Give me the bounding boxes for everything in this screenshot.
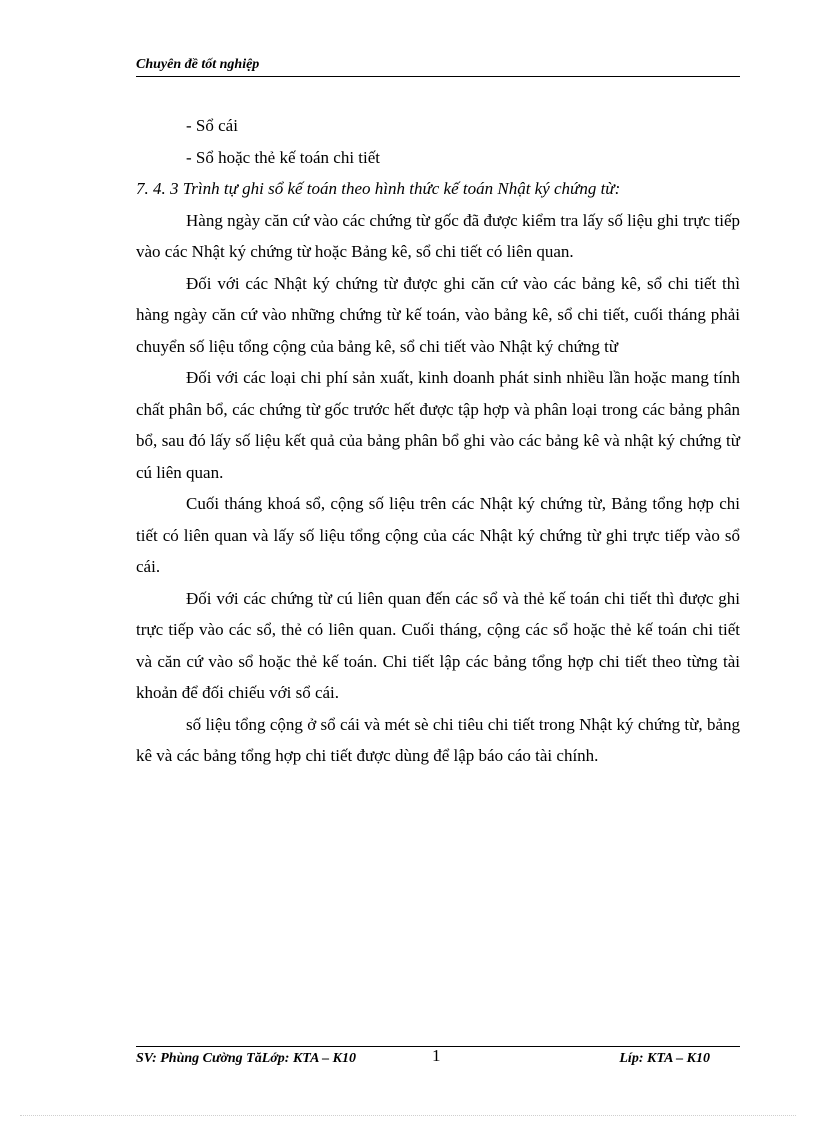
paragraph: Hàng ngày căn cứ vào các chứng từ gốc đã được kiểm tra lấy số liệu ghi trực tiếp vào các Nhật ký chứng từ hoặc Bảng kê, sổ chi tiết có liên quan. bbox=[136, 210, 740, 261]
page-footer bbox=[136, 1046, 740, 1070]
paragraph: Cuối tháng khoá sổ, cộng số liệu trên các Nhật ký chứng từ, Bảng tổng hợp chi tiết có liên quan và lấy số liệu tổng cộng của các Nhật ký chứng từ ghi trực tiếp vào sổ cái. bbox=[136, 494, 740, 576]
paragraph: Đối với các Nhật ký chứng từ được ghi căn cứ vào các bảng kê, sổ chi tiết thì hàng ngày căn cứ vào những chứng từ kế toán, vào bảng kê, sổ chi tiết, cuối tháng phải chuyển số liệu tổng cộng của bảng kê, sổ chi tiết vào Nhật ký chứng từ bbox=[136, 273, 740, 356]
list-item: - Sổ hoặc thẻ kế toán chi tiết bbox=[186, 147, 381, 167]
page-edge-dotted-line bbox=[20, 1115, 796, 1116]
paragraph: số liệu tổng cộng ở sổ cái và mét sè chi tiêu chi tiết trong Nhật ký chứng từ, bảng kê và các bảng tổng hợp chi tiết được dùng để lập báo cáo tài chính. bbox=[136, 714, 740, 765]
section-subheading: 7. 4. 3 Trình tự ghi sổ kế toán theo hình thức kế toán Nhật ký chứng từ: bbox=[136, 179, 621, 198]
page-number: 1 bbox=[432, 1046, 441, 1065]
paragraph: Đối với các chứng từ cú liên quan đến các sổ và thẻ kế toán chi tiết thì được ghi trực tiếp vào các sổ, thẻ có liên quan. Cuối tháng, cộng các sổ hoặc thẻ kế toán chi tiết và căn cứ vào sổ hoặc thẻ kế toán. Chi tiết lập các bảng tổng hợp chi tiết theo từng tài khoản để đối chiếu với sổ cái. bbox=[136, 588, 740, 702]
page-header-title: Chuyên đề tốt nghiệp bbox=[136, 57, 260, 72]
footer-class-info: Líp: KTA – K10 bbox=[619, 1051, 710, 1066]
header-divider bbox=[136, 76, 740, 77]
paragraph: Đối với các loại chi phí sản xuất, kinh doanh phát sinh nhiều lần hoặc mang tính chất phân bổ, các chứng từ gốc trước hết được tập hợp và phân loại trong các bảng phân bổ, sau đó lấy số liệu kết quả của bảng phân bổ ghi vào các bảng kê và nhật ký chứng từ cú liên quan. bbox=[136, 368, 740, 482]
document-body bbox=[136, 110, 740, 772]
footer-student-info: SV: Phùng Cường TăLớp: KTA – K10 bbox=[136, 1051, 356, 1066]
list-item: - Sổ cái bbox=[186, 116, 238, 135]
